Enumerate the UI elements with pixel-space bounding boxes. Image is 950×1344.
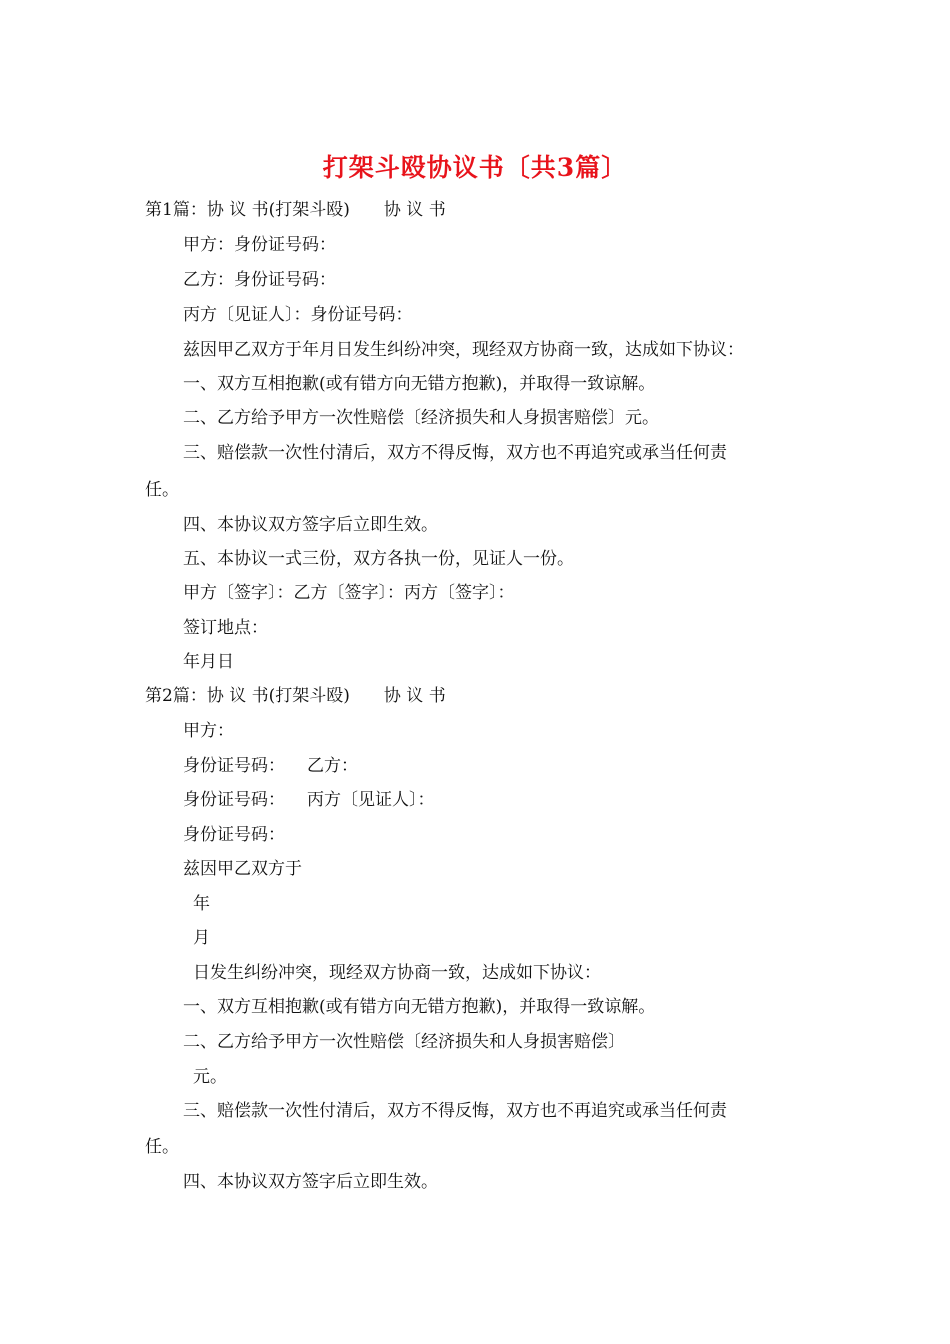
part1-party-b: 乙方：身份证号码： xyxy=(183,270,336,290)
part2-id-3: 身份证号码： xyxy=(183,825,285,845)
part1-intro: 兹因甲乙双方于年月日发生纠纷冲突，现经双方协商一致，达成如下协议： xyxy=(183,340,744,360)
part2-item-3-cont: 任。 xyxy=(145,1137,179,1157)
part2-day: 日发生纠纷冲突，现经双方协商一致，达成如下协议： xyxy=(193,963,601,983)
part1-item-3-cont: 任。 xyxy=(145,480,179,500)
part2-id-1: 身份证号码： xyxy=(183,756,285,776)
part2-intro: 兹因甲乙双方于 xyxy=(183,859,302,879)
part1-heading-text: 第1篇：协 议 书(打架斗殴) xyxy=(145,200,350,220)
part2-item-4: 四、本协议双方签字后立即生效。 xyxy=(183,1172,438,1192)
part1-date: 年月日 xyxy=(183,652,234,672)
part2-year: 年 xyxy=(193,894,210,914)
part2-heading-tail: 协 议 书 xyxy=(383,686,446,706)
part2-item-2-cont: 元。 xyxy=(193,1067,227,1087)
part2-month: 月 xyxy=(193,928,210,948)
part1-item-2: 二、乙方给予甲方一次性赔偿〔经济损失和人身损害赔偿〕元。 xyxy=(183,408,659,428)
part2-heading xyxy=(145,684,446,708)
part1-signatures: 甲方〔签字〕：乙方〔签字〕：丙方〔签字〕： xyxy=(183,583,515,603)
part2-id-2: 身份证号码： xyxy=(183,790,285,810)
part1-item-3: 三、赔偿款一次性付清后，双方不得反悔，双方也不再追究或承当任何责 xyxy=(183,443,727,463)
part1-party-a: 甲方：身份证号码： xyxy=(183,235,336,255)
part2-party-a: 甲方： xyxy=(183,721,234,741)
part2-witness-line xyxy=(183,788,435,812)
part2-heading-text: 第2篇：协 议 书(打架斗殴) xyxy=(145,686,350,706)
part2-item-3: 三、赔偿款一次性付清后，双方不得反悔，双方也不再追究或承当任何责 xyxy=(183,1101,727,1121)
part1-item-4: 四、本协议双方签字后立即生效。 xyxy=(183,515,438,535)
document-title: 打架斗殴协议书〔共3篇〕 xyxy=(322,153,628,182)
part1-witness: 丙方〔见证人〕：身份证号码： xyxy=(183,305,413,325)
part2-witness: 丙方〔见证人〕： xyxy=(307,790,435,810)
part2-party-b: 乙方： xyxy=(307,756,358,776)
part1-place: 签订地点： xyxy=(183,618,268,638)
part1-item-1: 一、双方互相抱歉(或有错方向无错方抱歉)，并取得一致谅解。 xyxy=(183,374,656,394)
part1-item-5: 五、本协议一式三份，双方各执一份，见证人一份。 xyxy=(183,549,574,569)
part1-heading-tail: 协 议 书 xyxy=(383,200,446,220)
part2-party-b-line xyxy=(183,754,358,778)
part1-heading xyxy=(145,198,446,222)
part2-item-2: 二、乙方给予甲方一次性赔偿〔经济损失和人身损害赔偿〕 xyxy=(183,1032,625,1052)
part2-item-1: 一、双方互相抱歉(或有错方向无错方抱歉)，并取得一致谅解。 xyxy=(183,997,656,1017)
